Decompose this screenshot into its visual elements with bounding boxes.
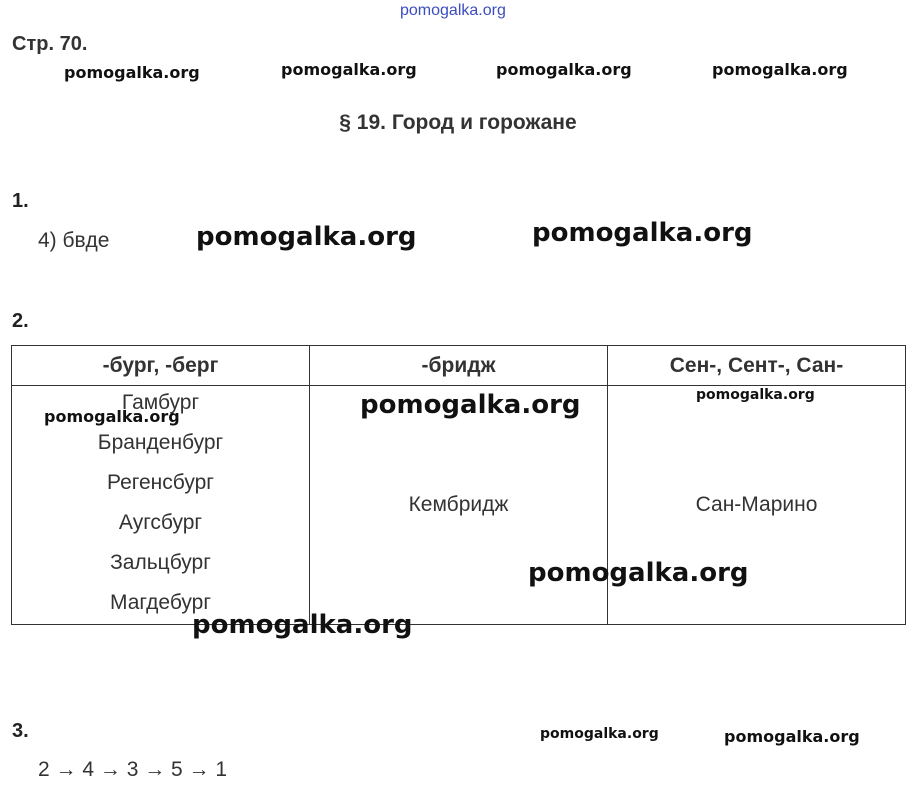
- watermark: pomogalka.org: [724, 727, 860, 746]
- watermark: pomogalka.org: [532, 218, 753, 248]
- task-number: 3.: [12, 720, 29, 742]
- list-item: Бранденбург: [97, 431, 224, 454]
- watermark: pomogalka.org: [196, 222, 417, 252]
- table-cell: [608, 386, 906, 625]
- city-name: Сан-Марино: [695, 493, 818, 516]
- list-item: Зальцбург: [110, 551, 211, 574]
- list-item: Магдебург: [110, 591, 211, 614]
- column-header: Сен-, Сент-, Сан-: [608, 346, 906, 386]
- task-answer: 2 → 4 → 3 → 5 → 1: [38, 758, 228, 781]
- list-item: Гамбург: [121, 391, 200, 414]
- task-number: 1.: [12, 190, 29, 212]
- page-reference: Стр. 70.: [12, 33, 88, 55]
- watermark: pomogalka.org: [192, 610, 413, 640]
- list-item: Аугсбург: [118, 511, 203, 534]
- site-header-link[interactable]: pomogalka.org: [400, 2, 506, 19]
- column-header: -бридж: [310, 346, 608, 386]
- column-header: -бург, -берг: [12, 346, 310, 386]
- table-header-row: [12, 346, 906, 386]
- watermark: pomogalka.org: [44, 407, 180, 426]
- watermark: pomogalka.org: [528, 558, 749, 588]
- watermark: pomogalka.org: [281, 60, 417, 79]
- watermark: pomogalka.org: [496, 60, 632, 79]
- list-item: Регенсбург: [107, 471, 214, 494]
- table-cell: [310, 386, 608, 625]
- section-title: § 19. Город и горожане: [339, 111, 577, 134]
- watermark: pomogalka.org: [712, 60, 848, 79]
- task-number: 2.: [12, 310, 29, 332]
- city-name: Кембридж: [408, 493, 509, 516]
- watermark: pomogalka.org: [64, 63, 200, 82]
- watermark: pomogalka.org: [360, 390, 581, 420]
- watermark: pomogalka.org: [540, 726, 659, 742]
- watermark: pomogalka.org: [696, 387, 815, 403]
- task-answer: 4) бвде: [38, 229, 110, 252]
